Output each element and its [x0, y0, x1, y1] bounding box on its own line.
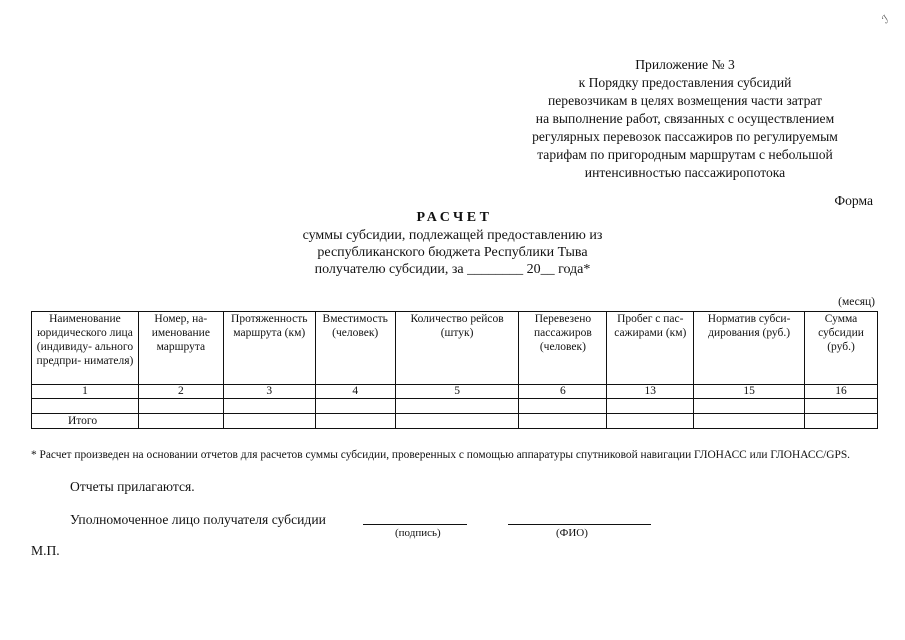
column-header: Сумма субсидии (руб.) — [805, 312, 878, 385]
column-number: 16 — [805, 385, 878, 399]
attachments-note: Отчеты прилагаются. — [70, 479, 195, 494]
appendix-line: тарифам по пригородным маршрутам с небольшой — [537, 147, 833, 162]
month-note: (месяц) — [838, 296, 875, 308]
appendix-block — [505, 56, 865, 182]
name-caption: (ФИО) — [556, 527, 588, 539]
column-header: Перевезено пассажиров (человек) — [519, 312, 607, 385]
total-row — [32, 414, 878, 429]
column-header: Количество рейсов (штук) — [395, 312, 519, 385]
table-cell — [315, 414, 395, 429]
column-number: 1 — [32, 385, 139, 399]
column-number: 13 — [607, 385, 694, 399]
signature-caption: (подпись) — [395, 527, 441, 539]
table-cell — [395, 399, 519, 414]
column-header: Номер, на- именование маршрута — [138, 312, 223, 385]
appendix-line: к Порядку предоставления субсидий — [578, 75, 792, 90]
form-label: Форма — [834, 193, 873, 208]
table-cell — [519, 399, 607, 414]
appendix-line: регулярных перевозок пассажиров по регулируемым — [532, 129, 838, 144]
title-heading: РАСЧЕТ — [416, 210, 493, 225]
column-number: 2 — [138, 385, 223, 399]
column-number-row — [32, 385, 878, 399]
signature-line — [363, 524, 467, 525]
column-number: 4 — [315, 385, 395, 399]
column-number: 5 — [395, 385, 519, 399]
table-row — [32, 399, 878, 414]
subsidy-table — [31, 311, 878, 429]
table-cell — [694, 414, 805, 429]
column-header: Пробег с пас- сажирами (км) — [607, 312, 694, 385]
footnote: * Расчет произведен на основании отчетов для расчетов суммы субсидии, проверенных с помощью аппаратуры спутниковой навигации ГЛОНАСС или ГЛОНАСС/GPS. — [31, 449, 851, 461]
table-cell — [395, 414, 519, 429]
table-cell — [223, 399, 315, 414]
table-header-row — [32, 312, 878, 385]
table-cell — [805, 399, 878, 414]
corner-mark: ℐ — [880, 13, 892, 27]
column-header: Протяженность маршрута (км) — [223, 312, 315, 385]
title-line: суммы субсидии, подлежащей предоставлению из — [302, 228, 603, 243]
table-cell — [519, 414, 607, 429]
appendix-line: перевозчикам в целях возмещения части затрат — [548, 93, 822, 108]
table-cell — [694, 399, 805, 414]
table-cell — [315, 399, 395, 414]
table-cell — [138, 414, 223, 429]
column-number: 6 — [519, 385, 607, 399]
column-number: 15 — [694, 385, 805, 399]
total-label: Итого — [32, 414, 139, 429]
table-cell — [223, 414, 315, 429]
table-cell — [607, 399, 694, 414]
table-cell — [805, 414, 878, 429]
column-header: Наименование юридического лица (индивиду- ального предпри- нимателя) — [32, 312, 139, 385]
stamp-place: М.П. — [31, 543, 60, 558]
column-header: Вместимость (человек) — [315, 312, 395, 385]
title-line: получателю субсидии, за ________ 20__ года* — [314, 262, 591, 277]
document-title — [0, 209, 905, 278]
table-cell — [32, 399, 139, 414]
column-number: 3 — [223, 385, 315, 399]
appendix-line: Приложение № 3 — [635, 57, 735, 72]
table-cell — [607, 414, 694, 429]
column-header: Норматив субси- дирования (руб.) — [694, 312, 805, 385]
appendix-line: интенсивностью пассажиропотока — [584, 165, 786, 180]
name-line — [508, 524, 651, 525]
title-line: республиканского бюджета Республики Тыва — [317, 245, 588, 260]
table-cell — [138, 399, 223, 414]
authorized-person-label: Уполномоченное лицо получателя субсидии — [70, 512, 326, 527]
appendix-line: на выполнение работ, связанных с осуществлением — [535, 111, 835, 126]
